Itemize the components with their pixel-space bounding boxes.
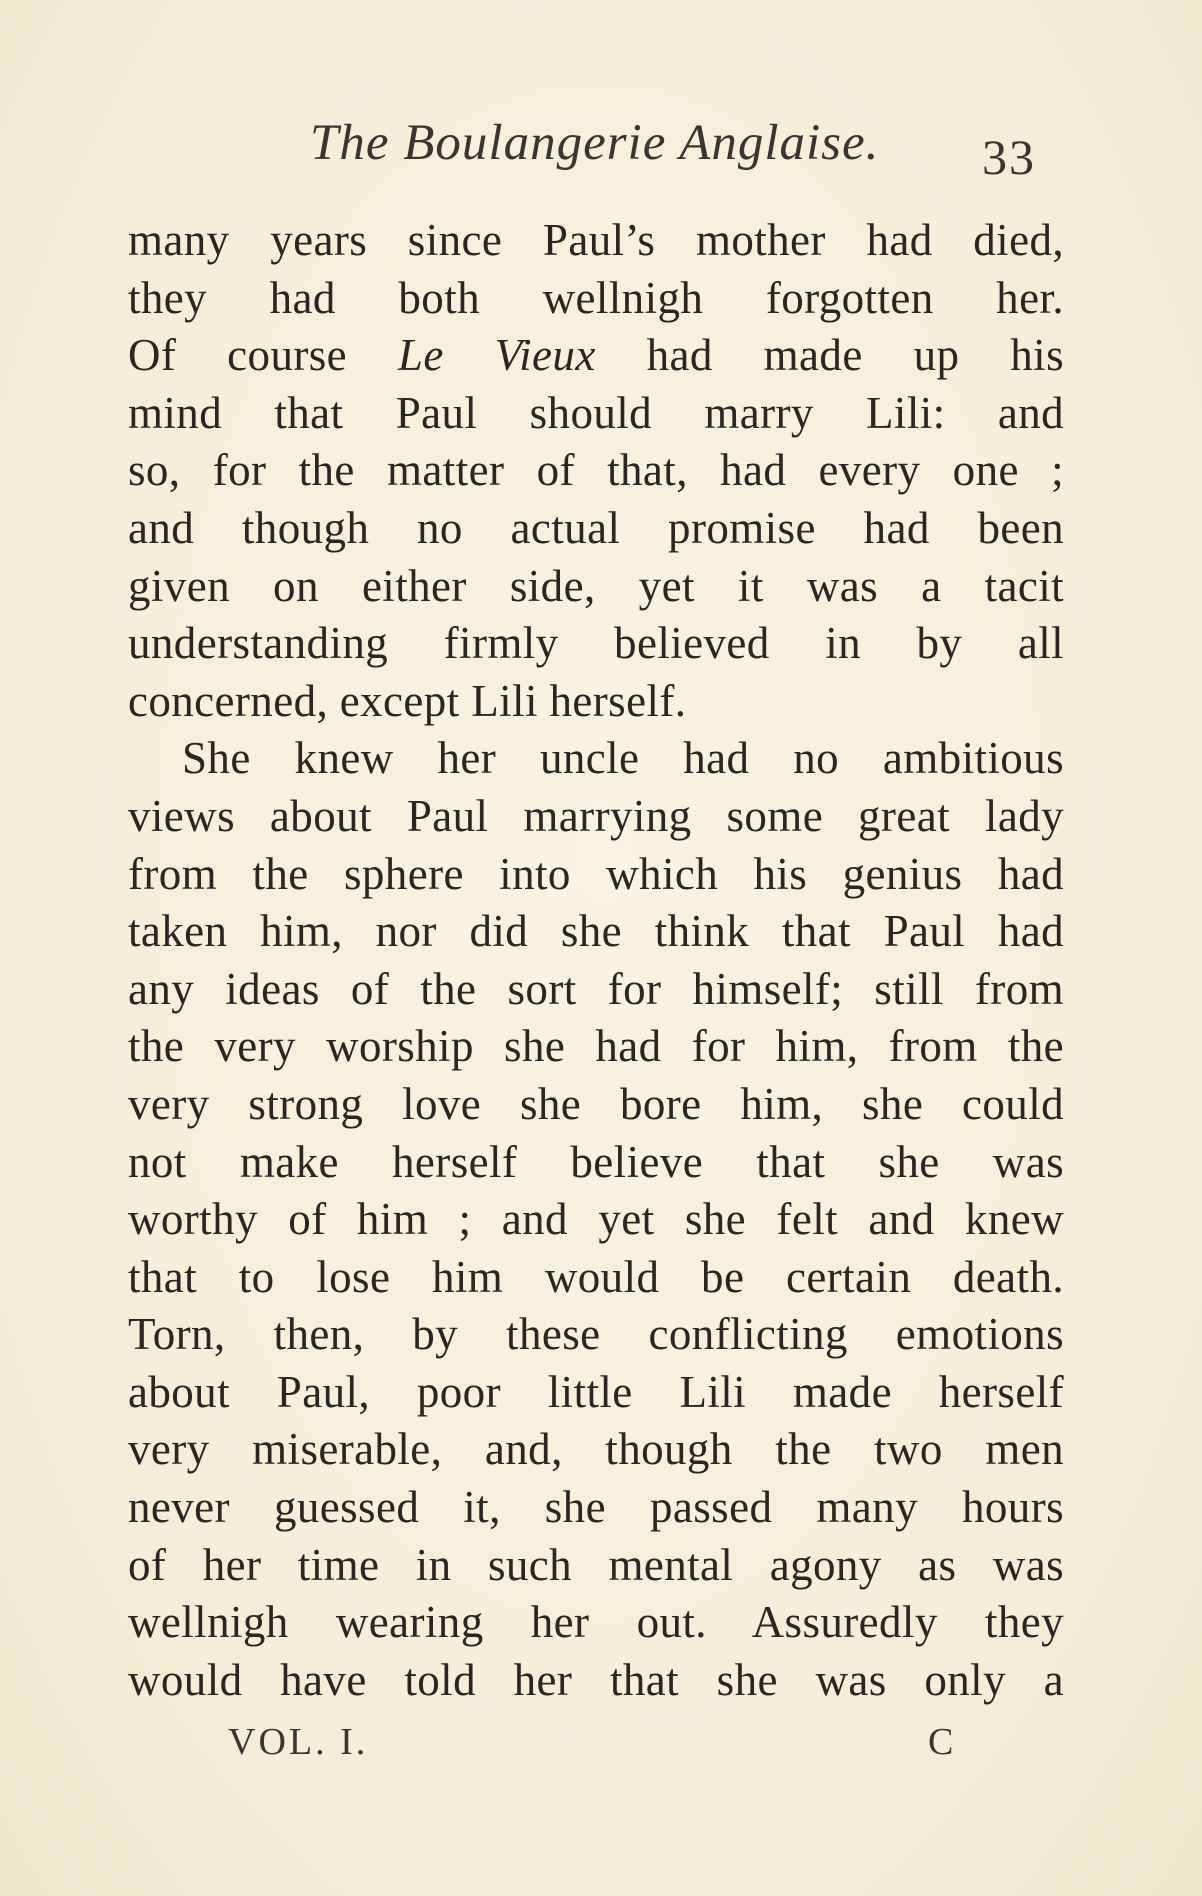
- body-text: [128, 212, 1064, 1709]
- text-fragment: Of course: [128, 330, 398, 381]
- text-line: not make herself believe that she was: [128, 1136, 1064, 1187]
- text-line: the very worship she had for him, from the: [128, 1021, 1064, 1072]
- text-line: concerned, except Lili herself.: [128, 675, 687, 726]
- text-line: many years since Paul’s mother had died,: [128, 215, 1064, 265]
- page-header: [0, 108, 1202, 185]
- text-line: very strong love she bore him, she could: [128, 1078, 1064, 1129]
- text-line-with-italic: [128, 327, 1064, 385]
- text-line: about Paul, poor little Lili made herself: [128, 1366, 1064, 1417]
- text-line: given on either side, yet it was a tacit: [128, 560, 1064, 611]
- text-line: wellnigh wearing her out. Assuredly they: [128, 1597, 1064, 1648]
- text-line: never guessed it, she passed many hours: [128, 1482, 1064, 1533]
- italic-name: Le Vieux: [397, 330, 596, 381]
- text-line: they had both wellnigh forgotten her.: [128, 272, 1064, 323]
- gathering-signature: C: [928, 1721, 956, 1763]
- text-line: worthy of him ; and yet she felt and knew: [128, 1194, 1064, 1245]
- text-line: She knew her uncle had no ambitious: [182, 733, 1064, 784]
- text-line: mind that Paul should marry Lili: and: [128, 387, 1064, 438]
- text-line: any ideas of the sort for himself; still from: [128, 963, 1064, 1014]
- text-line: Torn, then, by these conflicting emotions: [128, 1309, 1064, 1360]
- text-line: that to lose him would be certain death.: [128, 1251, 1064, 1302]
- text-line: taken him, nor did she think that Paul had: [128, 906, 1064, 957]
- text-line: and though no actual promise had been: [128, 502, 1064, 553]
- volume-signature: VOL. I.: [228, 1721, 369, 1763]
- text-line: of her time in such mental agony as was: [128, 1539, 1064, 1590]
- page-number: 33: [982, 129, 1036, 185]
- text-fragment: had made up his: [595, 330, 1064, 381]
- page-footer: [0, 1720, 1202, 1770]
- text-line: very miserable, and, though the two men: [128, 1424, 1064, 1475]
- text-line: from the sphere into which his genius had: [128, 848, 1064, 899]
- text-line: so, for the matter of that, had every one ;: [128, 445, 1064, 496]
- running-title: The Boulangerie Anglaise.: [310, 115, 880, 171]
- text-line: would have told her that she was only a: [128, 1654, 1064, 1705]
- text-line: views about Paul marrying some great lady: [128, 790, 1064, 841]
- text-line: understanding firmly believed in by all: [128, 618, 1064, 669]
